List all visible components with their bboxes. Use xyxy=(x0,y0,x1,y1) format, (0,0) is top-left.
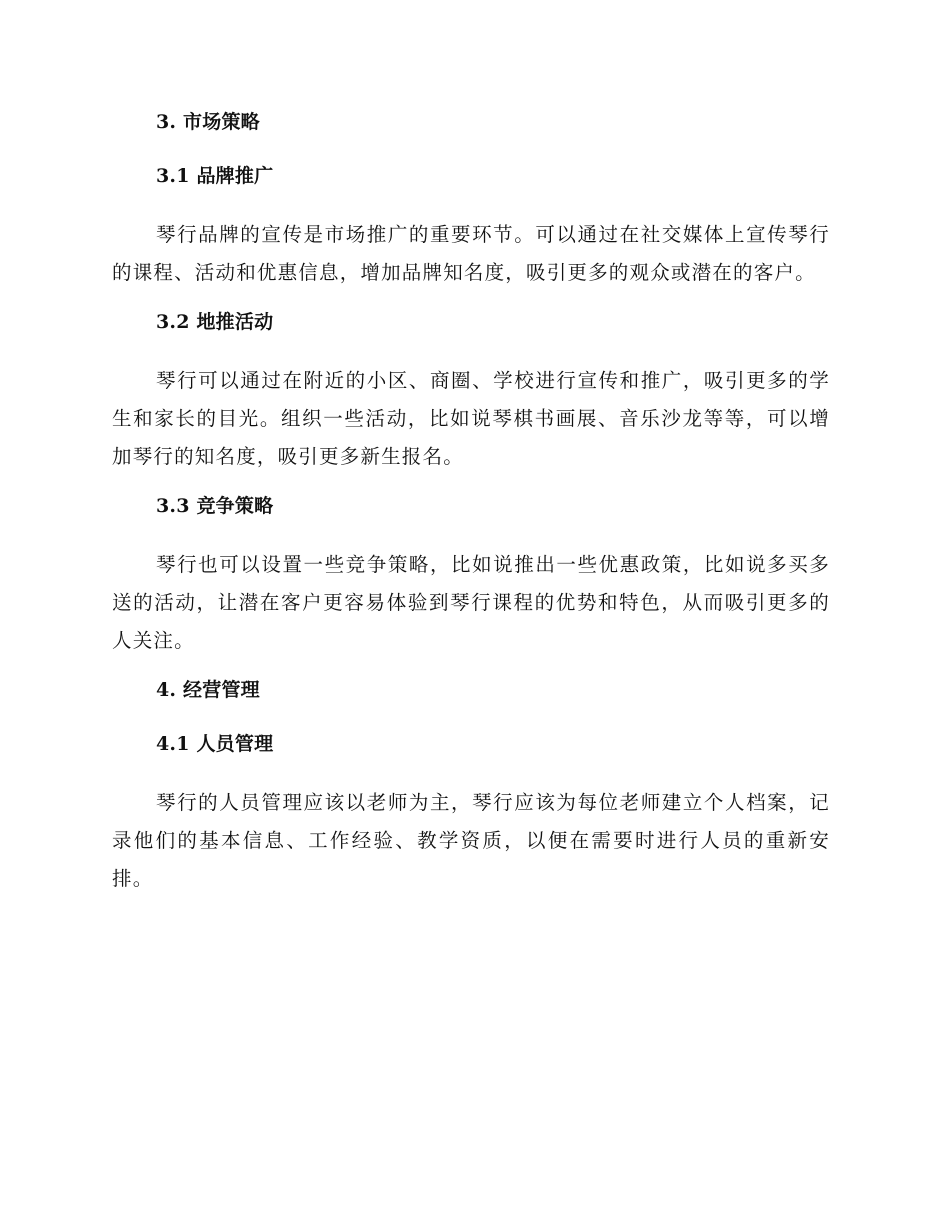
subsection-heading-competition-strategy: 3.3 竞争策略 xyxy=(156,495,274,517)
paragraph-competition-strategy: 琴行也可以设置一些竞争策略，比如说推出一些优惠政策，比如说多买多送的活动，让潜在客户更容易体验到琴行课程的优势和特色，从而吸引更多的人关注。 xyxy=(112,553,830,652)
subsection-heading-staff-management: 4.1 人员管理 xyxy=(156,733,274,755)
subsection-heading-brand-promotion: 3.1 品牌推广 xyxy=(156,165,274,187)
section-heading-operations-management: 4. 经营管理 xyxy=(156,679,260,701)
paragraph-staff-management: 琴行的人员管理应该以老师为主，琴行应该为每位老师建立个人档案，记录他们的基本信息、工作经验、教学资质，以便在需要时进行人员的重新安排。 xyxy=(112,791,830,890)
paragraph-brand-promotion: 琴行品牌的宣传是市场推广的重要环节。可以通过在社交媒体上宣传琴行的课程、活动和优惠信息，增加品牌知名度，吸引更多的观众或潜在的客户。 xyxy=(112,223,830,284)
subsection-heading-ground-promotion: 3.2 地推活动 xyxy=(156,311,274,333)
section-heading-market-strategy: 3. 市场策略 xyxy=(156,111,260,133)
paragraph-ground-promotion: 琴行可以通过在附近的小区、商圈、学校进行宣传和推广，吸引更多的学生和家长的目光。组织一些活动，比如说琴棋书画展、音乐沙龙等等，可以增加琴行的知名度，吸引更多新生报名。 xyxy=(112,369,830,468)
